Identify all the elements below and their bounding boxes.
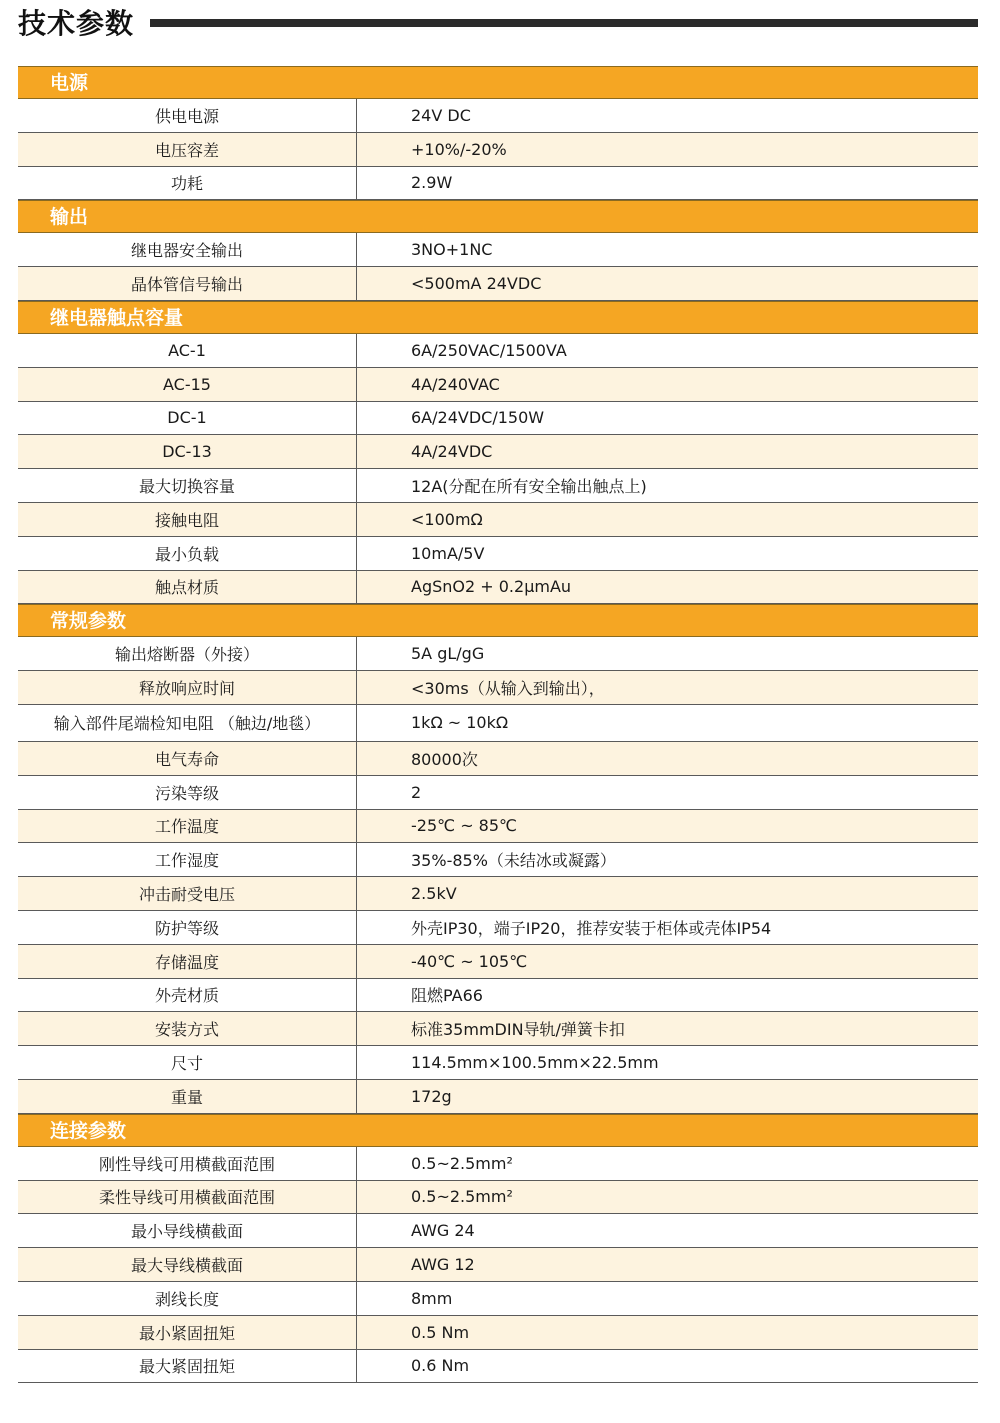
param-label: DC-13 [18,435,357,468]
table-row [18,1046,978,1080]
section-header: 继电器触点容量 [18,301,978,334]
table-row [18,571,978,605]
table-row [18,435,978,469]
param-value: 12A(分配在所有安全输出触点上) [411,477,647,497]
param-value: 2 [411,782,422,802]
table-row [18,1147,978,1181]
param-label: 冲击耐受电压 [18,877,357,910]
param-label: 电压容差 [18,133,357,166]
param-label: 最大紧固扭矩 [18,1350,357,1383]
param-value: AgSnO2 + 0.2μmAu [411,577,572,597]
page-title: 技术参数 [18,7,135,40]
table-row [18,267,978,301]
param-value: AWG 12 [411,1255,475,1274]
param-value: 外壳IP30，端子IP20，推荐安装于柜体或壳体IP54 [411,918,772,938]
param-label: 释放响应时间 [18,671,357,704]
param-label: 供电电源 [18,99,357,132]
param-value: 0.6 Nm [411,1356,470,1376]
param-label: 重量 [18,1080,357,1113]
param-label: 外壳材质 [18,979,357,1012]
param-value: +10%/-20% [411,139,507,159]
param-value: 4A/240VAC [411,374,500,394]
table-row [18,637,978,671]
param-value: 24V DC [411,105,471,125]
param-value: 80000次 [411,749,478,769]
param-label: AC-1 [18,334,357,367]
param-value: 10mA/5V [411,543,485,563]
table-row [18,1316,978,1350]
table-row [18,469,978,503]
table-row [18,705,978,742]
table-row [18,1214,978,1248]
table-row [18,503,978,537]
param-label: 电气寿命 [18,742,357,775]
param-value: 2.9W [411,173,453,193]
param-label: 剥线长度 [18,1282,357,1315]
param-value: 3NO+1NC [411,240,493,260]
table-row [18,1012,978,1046]
param-value: AWG 24 [411,1221,475,1241]
table-row [18,334,978,368]
table-row [18,877,978,911]
param-value: 0.5 Nm [411,1322,470,1342]
table-row [18,368,978,402]
param-value: 114.5mm×100.5mm×22.5mm [411,1053,659,1073]
table-row [18,1350,978,1384]
param-label: DC-1 [18,402,357,435]
table-row [18,99,978,133]
param-label: 工作温度 [18,810,357,843]
table-row [18,843,978,877]
param-value: -40℃ ~ 105℃ [411,951,528,971]
table-row [18,776,978,810]
param-label: 最大导线横截面 [18,1248,357,1281]
table-row [18,1282,978,1316]
table-row [18,167,978,201]
param-value: <500mA 24VDC [411,274,542,294]
param-label: 触点材质 [18,571,357,604]
param-label: 安装方式 [18,1012,357,1045]
table-row [18,1080,978,1114]
param-label: 最小紧固扭矩 [18,1316,357,1349]
param-value: 172g [411,1086,452,1106]
table-row [18,671,978,705]
param-label: 功耗 [18,167,357,200]
param-label: 存储温度 [18,945,357,978]
title-rule [150,19,978,27]
table-row [18,911,978,945]
param-value: 标准35mmDIN导轨/弹簧卡扣 [411,1020,625,1040]
section-header: 电源 [18,66,978,99]
table-row [18,810,978,844]
param-value: -25℃ ~ 85℃ [411,816,518,836]
param-value: 0.5~2.5mm² [411,1153,513,1173]
param-value: 4A/24VDC [411,442,493,462]
table-row [18,133,978,167]
table-row [18,402,978,436]
title-bar [18,4,978,44]
table-row [18,945,978,979]
param-value: <30ms（从输入到输出）， [411,679,605,699]
param-value: <100mΩ [411,509,483,529]
param-label: AC-15 [18,368,357,401]
param-label: 工作湿度 [18,843,357,876]
param-value: 5A gL/gG [411,644,485,664]
param-label: 输出熔断器（外接） [18,637,357,670]
param-value: 阻燃PA66 [411,986,483,1006]
table-row [18,1248,978,1282]
spec-table [18,66,978,1383]
param-value: 6A/250VAC/1500VA [411,340,567,360]
table-row [18,742,978,776]
section-header: 输出 [18,200,978,233]
param-label: 最小负载 [18,537,357,570]
param-label: 尺寸 [18,1046,357,1079]
param-label: 污染等级 [18,776,357,809]
param-label: 柔性导线可用横截面范围 [18,1181,357,1214]
param-value: 6A/24VDC/150W [411,408,545,428]
table-row [18,979,978,1013]
param-value: 8mm [411,1288,453,1308]
param-label: 刚性导线可用横截面范围 [18,1147,357,1180]
param-value: 0.5~2.5mm² [411,1187,513,1207]
section-header: 常规参数 [18,604,978,637]
param-value: 35%-85%（未结冰或凝露） [411,851,616,871]
param-value: 2.5kV [411,884,457,904]
param-label: 接触电阻 [18,503,357,536]
table-row [18,537,978,571]
section-header: 连接参数 [18,1114,978,1147]
param-label: 最小导线横截面 [18,1214,357,1247]
table-row [18,233,978,267]
param-label: 最大切换容量 [18,469,357,502]
param-label: 继电器安全输出 [18,233,357,266]
param-label: 输入部件尾端检知电阻 （触边/地毯） [18,705,357,741]
table-row [18,1181,978,1215]
param-label: 防护等级 [18,911,357,944]
param-value: 1kΩ ~ 10kΩ [411,713,509,733]
param-label: 晶体管信号输出 [18,267,357,300]
